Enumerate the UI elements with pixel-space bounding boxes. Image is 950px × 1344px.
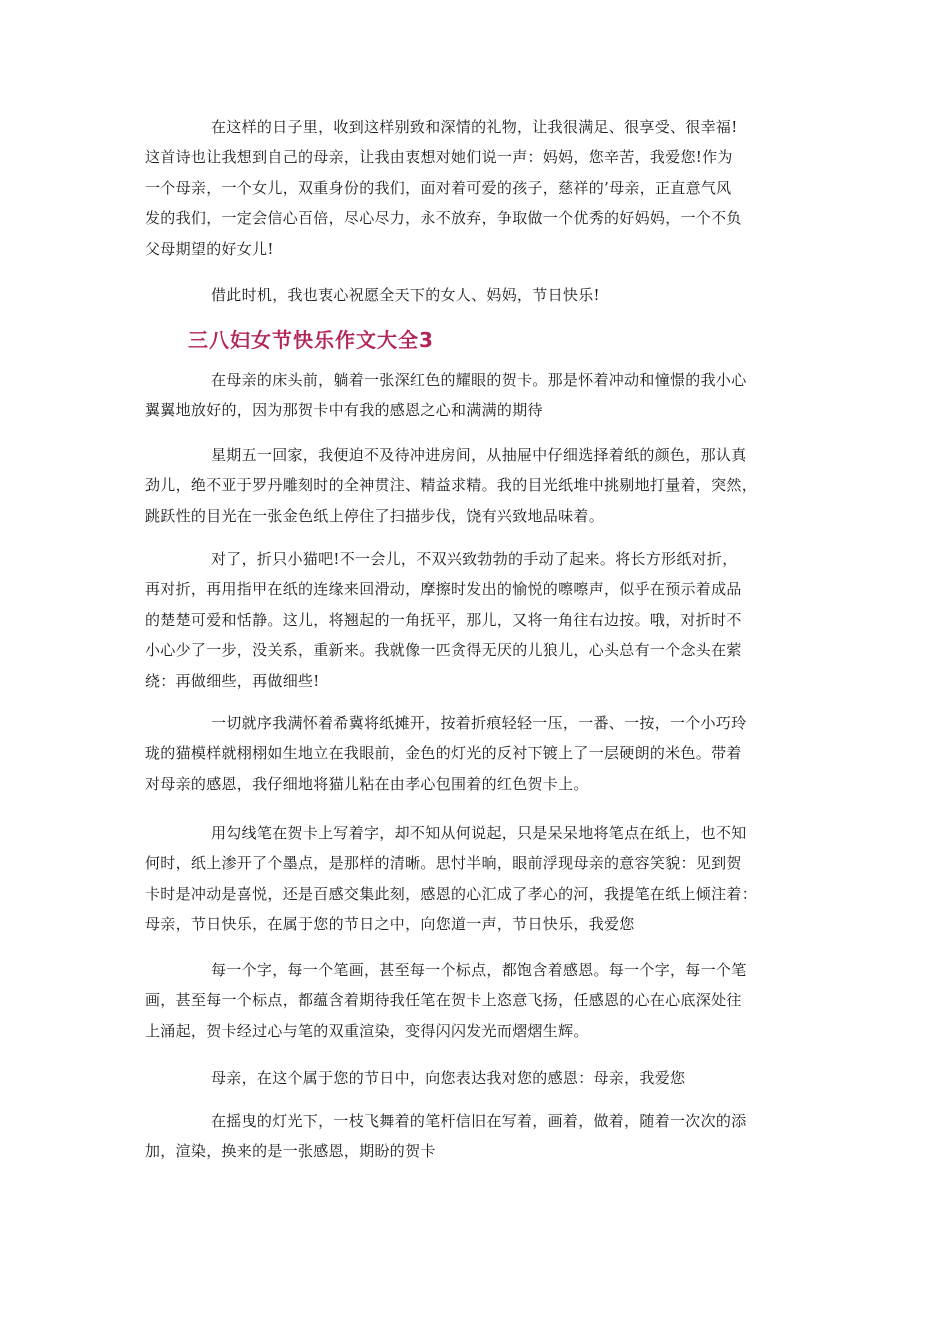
paragraph-cat: 一切就序我满怀着希冀将纸摊开，按着折痕轻轻一压，一番、一按，一个小巧玲 珑的猫模样就栩栩如生地立在我眼前，金色的灯光的反衬下镀上了一层硬朗的米色。带着 对母亲的感恩，我仔细地将猫儿粘在由孝心包围着的红色贺卡上。 (145, 714, 747, 793)
paragraph-card: 在母亲的床头前，躺着一张深红色的耀眼的贺卡。那是怀着冲动和憧憬的我小心 翼翼地放好的，因为那贺卡中有我的感恩之心和满满的期待 (145, 371, 747, 420)
paragraph-gift: 在这样的日子里，收到这样别致和深情的礼物，让我很满足、很享受、很幸福! 这首诗也让我想到自己的母亲，让我由衷想对她们说一声：妈妈，您辛苦，我爱您!作为 一个母亲，一个女儿，双重身份的我们，面对着可爱的孩子，慈祥的’母亲，正直意气风 发的我们，一定会信心百倍，尽心尽力，永不放弃，争取做一个优秀的好妈妈，一个不负 父母期望的好女儿! (145, 118, 742, 258)
section-heading: 三八妇女节快乐作文大全3 (188, 328, 434, 352)
paragraph-friday: 星期五一回家，我便迫不及待冲进房间，从抽屉中仔细选择着纸的颜色，那认真 劲儿，绝不亚于罗丹雕刻时的全神贯注、精益求精。我的目光纸堆中挑剔地打量着，突然， 跳跃性的目光在一张金色纸上停住了扫描步伐，饶有兴致地品味着。 (145, 446, 758, 525)
paragraph-lamplight: 在摇曳的灯光下，一枝飞舞着的笔杆信旧在写着，画着，做着，随着一次次的添 加，渲染，换来的是一张感恩，期盼的贺卡 (145, 1112, 747, 1161)
paragraph-writing: 用勾线笔在贺卡上写着字，却不知从何说起，只是呆呆地将笔点在纸上，也不知 何时，纸上渗开了个墨点，是那样的清晰。思忖半晌，眼前浮现母亲的意容笑貌：见到贺 卡时是冲动是喜悦，还是百感交集此刻，感恩的心汇成了孝心的河，我提笔在纸上倾注着： 母亲，节日快乐，在属于您的节日之中，向您道一声，节日快乐，我爱您 (145, 824, 758, 934)
paragraph-gratitude: 每一个字，每一个笔画，甚至每一个标点，都饱含着感恩。每一个字，每一个笔 画，甚至每一个标点，都蕴含着期待我任笔在贺卡上恣意飞扬，任感恩的心在心底深处往 上涌起，贺卡经过心与笔的双重渲染，变得闪闪发光而熠熠生辉。 (145, 961, 747, 1040)
paragraph-folding: 对了，折只小猫吧!不一会儿，不双兴致勃勃的手动了起来。将长方形纸对折， 再对折，再用指甲在纸的连缘来回滑动，摩擦时发出的愉悦的嚓嚓声，似乎在预示着成品 的楚楚可爱和恬静。这儿，将翘起的一角抚平，那儿，又将一角往右边按。哦，对折时不 小心少了一步，没关系，重新来。我就像一匹贪得无厌的儿狼儿，心头总有一个念头在萦 绕：再做细些，再做细些! (145, 550, 742, 690)
paragraph-wishes: 借此时机，我也衷心祝愿全天下的女人、妈妈，节日快乐! (211, 286, 600, 304)
paragraph-love: 母亲，在这个属于您的节日中，向您表达我对您的感恩：母亲，我爱您 (211, 1069, 686, 1087)
